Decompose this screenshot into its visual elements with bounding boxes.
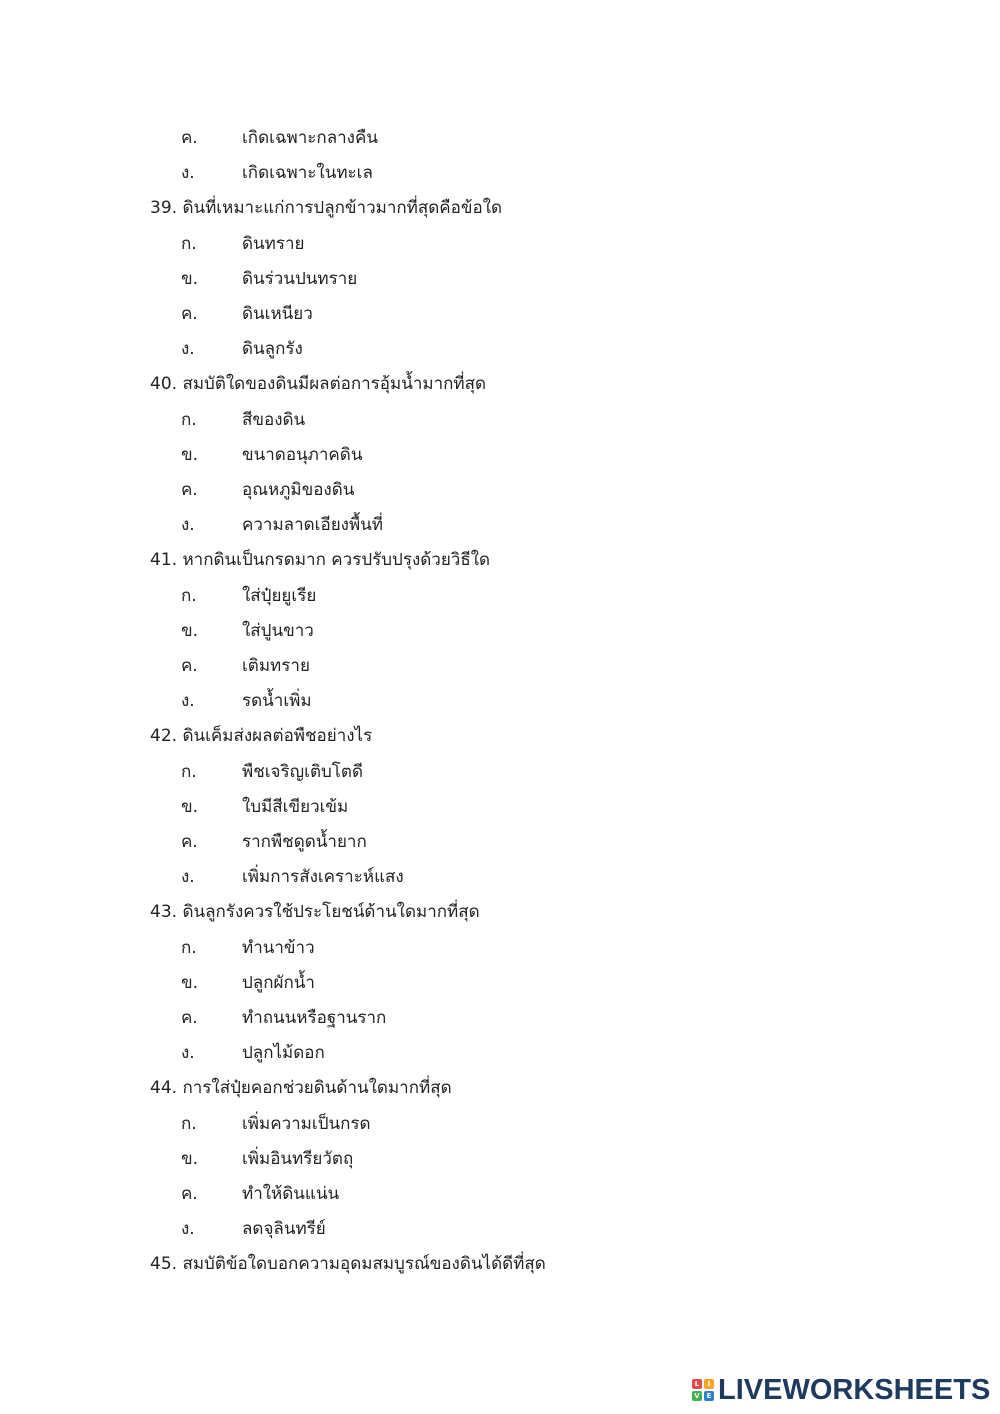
option-text: ดินร่วนปนทราย <box>242 269 358 289</box>
option-letter: ก. <box>181 586 197 606</box>
answer-option <box>0 126 1000 150</box>
option-letter: ก. <box>181 762 197 782</box>
option-text: เพิ่มความเป็นกรด <box>242 1114 371 1134</box>
answer-option <box>0 267 1000 291</box>
logo-tile-e: E <box>704 1391 714 1401</box>
option-letter: ก. <box>181 410 197 430</box>
answer-option <box>0 795 1000 819</box>
option-text: ใบมีสีเขียวเข้ม <box>242 797 349 817</box>
option-letter: ค. <box>181 1184 198 1204</box>
option-letter: ค. <box>181 1008 198 1028</box>
answer-option <box>0 865 1000 889</box>
question-text: 44. การใส่ปุ๋ยคอกช่วยดินด้านใดมากที่สุด <box>150 1078 452 1098</box>
option-letter: ง. <box>181 1043 195 1063</box>
option-letter: ค. <box>181 832 198 852</box>
option-letter: ก. <box>181 938 197 958</box>
answer-option <box>0 830 1000 854</box>
option-letter: ง. <box>181 1219 195 1239</box>
option-text: สีของดิน <box>242 410 306 430</box>
option-text: ความลาดเอียงพื้นที่ <box>242 515 383 535</box>
option-text: ปลูกไม้ดอก <box>242 1043 325 1063</box>
brand-text: LIVEWORKSHEETS <box>718 1373 991 1406</box>
answer-option <box>0 584 1000 608</box>
liveworksheets-logo-icon <box>692 1379 714 1401</box>
option-text: ดินลูกรัง <box>242 339 303 359</box>
answer-option <box>0 619 1000 643</box>
question-text: 40. สมบัติใดของดินมีผลต่อการอุ้มน้ำมากที่สุด <box>150 374 487 394</box>
option-text: ทำให้ดินแน่น <box>242 1184 340 1204</box>
answer-option <box>0 1147 1000 1171</box>
option-text: เกิดเฉพาะในทะเล <box>242 163 373 183</box>
answer-option <box>0 443 1000 467</box>
option-text: ลดจุลินทรีย์ <box>242 1219 326 1239</box>
option-letter: ข. <box>181 621 199 641</box>
option-text: ทำนาข้าว <box>242 938 315 958</box>
option-text: ทำถนนหรือฐานราก <box>242 1008 387 1028</box>
option-text: รากพืชดูดน้ำยาก <box>242 832 367 852</box>
option-text: ปลูกผักน้ำ <box>242 973 315 993</box>
option-letter: ข. <box>181 797 199 817</box>
option-letter: ค. <box>181 128 198 148</box>
option-letter: ก. <box>181 1114 197 1134</box>
answer-option <box>0 654 1000 678</box>
logo-tile-v: V <box>692 1391 702 1401</box>
logo-tile-i: I <box>704 1379 714 1389</box>
option-letter: ค. <box>181 656 198 676</box>
option-text: พืชเจริญเติบโตดี <box>242 762 363 782</box>
question-text: 42. ดินเค็มส่งผลต่อพืชอย่างไร <box>150 726 373 746</box>
answer-option <box>0 689 1000 713</box>
answer-option <box>0 408 1000 432</box>
option-letter: ค. <box>181 480 198 500</box>
question-text: 41. หากดินเป็นกรดมาก ควรปรับปรุงด้วยวิธีใด <box>150 550 491 570</box>
question-text: 43. ดินลูกรังควรใช้ประโยชน์ด้านใดมากที่สุด <box>150 902 480 922</box>
option-letter: ข. <box>181 269 199 289</box>
question-text: 39. ดินที่เหมาะแก่การปลูกข้าวมากที่สุดคือข้อใด <box>150 198 503 218</box>
answer-option <box>0 513 1000 537</box>
option-text: เพิ่มอินทรียวัตถุ <box>242 1149 354 1169</box>
logo-tile-l: L <box>692 1379 702 1389</box>
option-text: ดินทราย <box>242 234 305 254</box>
option-letter: ค. <box>181 304 198 324</box>
answer-option <box>0 337 1000 361</box>
liveworksheets-brand <box>692 1374 990 1406</box>
option-text: เพิ่มการสังเคราะห์แสง <box>242 867 404 887</box>
answer-option <box>0 760 1000 784</box>
option-text: เติมทราย <box>242 656 310 676</box>
answer-option <box>0 1182 1000 1206</box>
question-text: 45. สมบัติข้อใดบอกความอุดมสมบูรณ์ของดินได้ดีที่สุด <box>150 1254 546 1274</box>
option-text: ใส่ปูนขาว <box>242 621 314 641</box>
option-text: ใส่ปุ๋ยยูเรีย <box>242 586 317 606</box>
option-letter: ง. <box>181 515 195 535</box>
answer-option <box>0 302 1000 326</box>
option-text: อุณหภูมิของดิน <box>242 480 355 500</box>
option-text: รดน้ำเพิ่ม <box>242 691 312 711</box>
option-letter: ง. <box>181 163 195 183</box>
answer-option <box>0 936 1000 960</box>
answer-option <box>0 971 1000 995</box>
answer-option <box>0 1217 1000 1241</box>
answer-option <box>0 232 1000 256</box>
option-text: ดินเหนียว <box>242 304 313 324</box>
answer-option <box>0 1041 1000 1065</box>
option-letter: ง. <box>181 339 195 359</box>
answer-option <box>0 161 1000 185</box>
option-letter: ข. <box>181 973 199 993</box>
option-letter: ข. <box>181 1149 199 1169</box>
option-text: ขนาดอนุภาคดิน <box>242 445 363 465</box>
option-letter: ง. <box>181 691 195 711</box>
answer-option <box>0 1112 1000 1136</box>
answer-option <box>0 478 1000 502</box>
answer-option <box>0 1006 1000 1030</box>
option-text: เกิดเฉพาะกลางคืน <box>242 128 378 148</box>
option-letter: ง. <box>181 867 195 887</box>
option-letter: ข. <box>181 445 199 465</box>
option-letter: ก. <box>181 234 197 254</box>
